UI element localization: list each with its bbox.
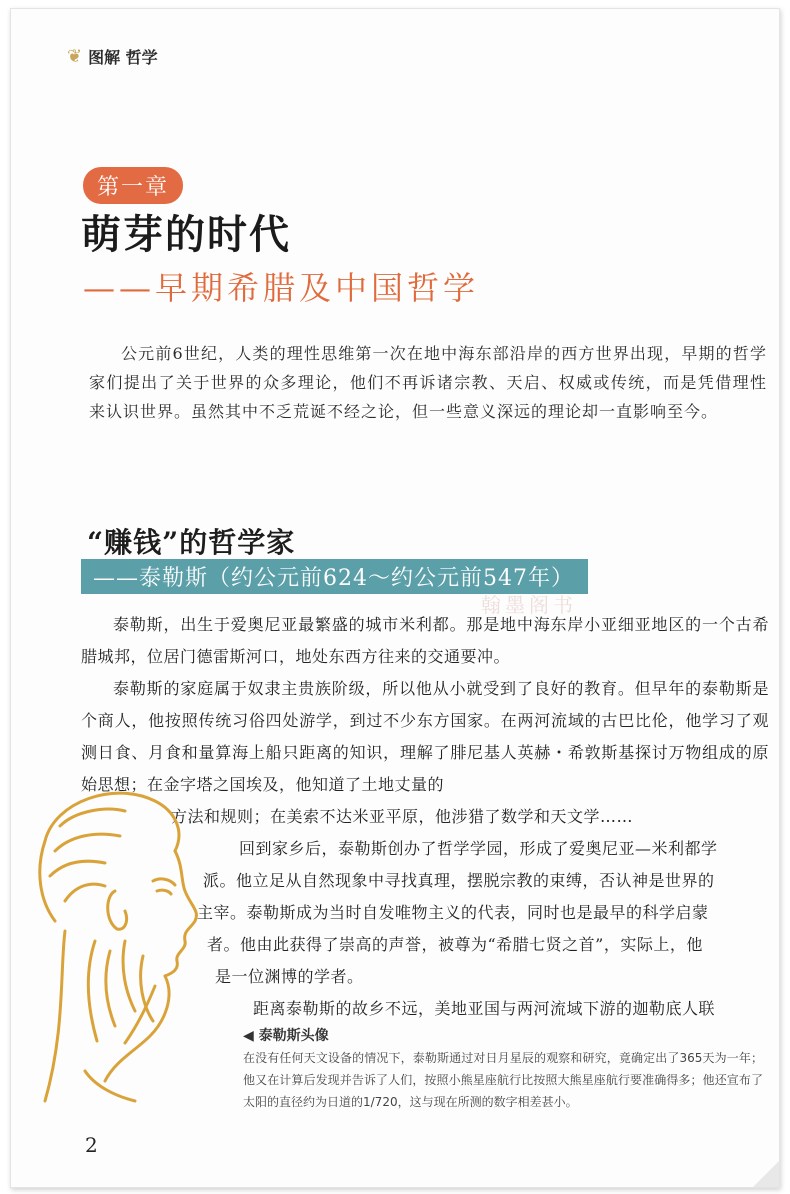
section-title: “赚钱”的哲学家	[87, 526, 296, 559]
chapter-title: 萌芽的时代	[81, 212, 291, 258]
paragraph-school-line: 派。他立足从自然现象中寻找真理，摆脱宗教的束缚，否认神是世界的	[203, 871, 715, 890]
portrait-caption-label: ◀ 泰勒斯头像	[243, 1028, 329, 1044]
paragraph-school-line: 主宰。泰勒斯成为当时自发唯物主义的代表，同时也是最早的科学启蒙	[197, 903, 709, 922]
book-page	[10, 8, 780, 1188]
portrait-caption-text: 在没有任何天文设备的情况下，泰勒斯通过对日月星辰的观察和研究，竟确定出了365天为一年；他又在计算后发现并告诉了人们，按照小熊星座航行比按照大熊星座航行要准确得多；他还宣布了太阳的直径约为日道的1/720，这与现在所测的数字相差甚小。	[243, 1051, 763, 1109]
section-subtitle-bar: ——泰勒斯（约公元前624～约公元前547年）	[81, 559, 588, 594]
watermark: 翰墨阁书	[481, 593, 577, 617]
running-head-text: 图解 哲学	[88, 48, 158, 67]
chapter-badge: 第一章	[83, 167, 183, 204]
running-head	[67, 45, 158, 68]
page-number: 2	[85, 1133, 98, 1157]
paragraph-school-line: 是一位渊博的学者。	[215, 967, 364, 986]
paragraph-travels: 泰勒斯的家庭属于奴隶主贵族阶级，所以他从小就受到了良好的教育。但早年的泰勒斯是个商人，他按照传统习俗四处游学，到过不少东方国家。在两河流域的古巴比伦，他学习了观测日食、月食和量算海上船只距离的知识，理解了腓尼基人英赫・希敦斯基探讨万物组成的原始思想；在金字塔之国埃及，他知道了土地丈量的	[81, 679, 769, 794]
paragraph-travels-tail: 方法和规则；在美索不达米亚平原，他涉猎了数学和天文学……	[171, 807, 634, 826]
chapter-subtitle: ——早期希腊及中国哲学	[83, 269, 480, 307]
paragraph-school-line: 回到家乡后，泰勒斯创办了哲学学园，形成了爱奥尼亚—米利都学	[239, 839, 718, 858]
thales-portrait-icon	[25, 781, 225, 1115]
paragraph-birthplace: 泰勒斯，出生于爱奥尼亚最繁盛的城市米利都。那是地中海东岸小亚细亚地区的一个古希腊城邦，位居门德雷斯河口，地处东西方往来的交通要冲。	[81, 615, 769, 666]
book-logo-icon: ❦	[67, 46, 83, 67]
paragraph-school-line: 者。他由此获得了崇高的声誉，被尊为“希腊七贤之首”，实际上，他	[207, 935, 703, 954]
paragraph-neighbors-line: 距离泰勒斯的故乡不远，美地亚国与两河流域下游的迦勒底人联	[253, 999, 716, 1018]
chapter-intro: 公元前6世纪，人类的理性思维第一次在地中海东部沿岸的西方世界出现，早期的哲学家们提出了关于世界的众多理论，他们不再诉诸宗教、天启、权威或传统，而是凭借理性来认识世界。虽然其中不乏荒诞不经之论，但一些意义深远的理论却一直影响至今。	[89, 344, 767, 421]
page-corner-fold	[753, 1161, 779, 1187]
